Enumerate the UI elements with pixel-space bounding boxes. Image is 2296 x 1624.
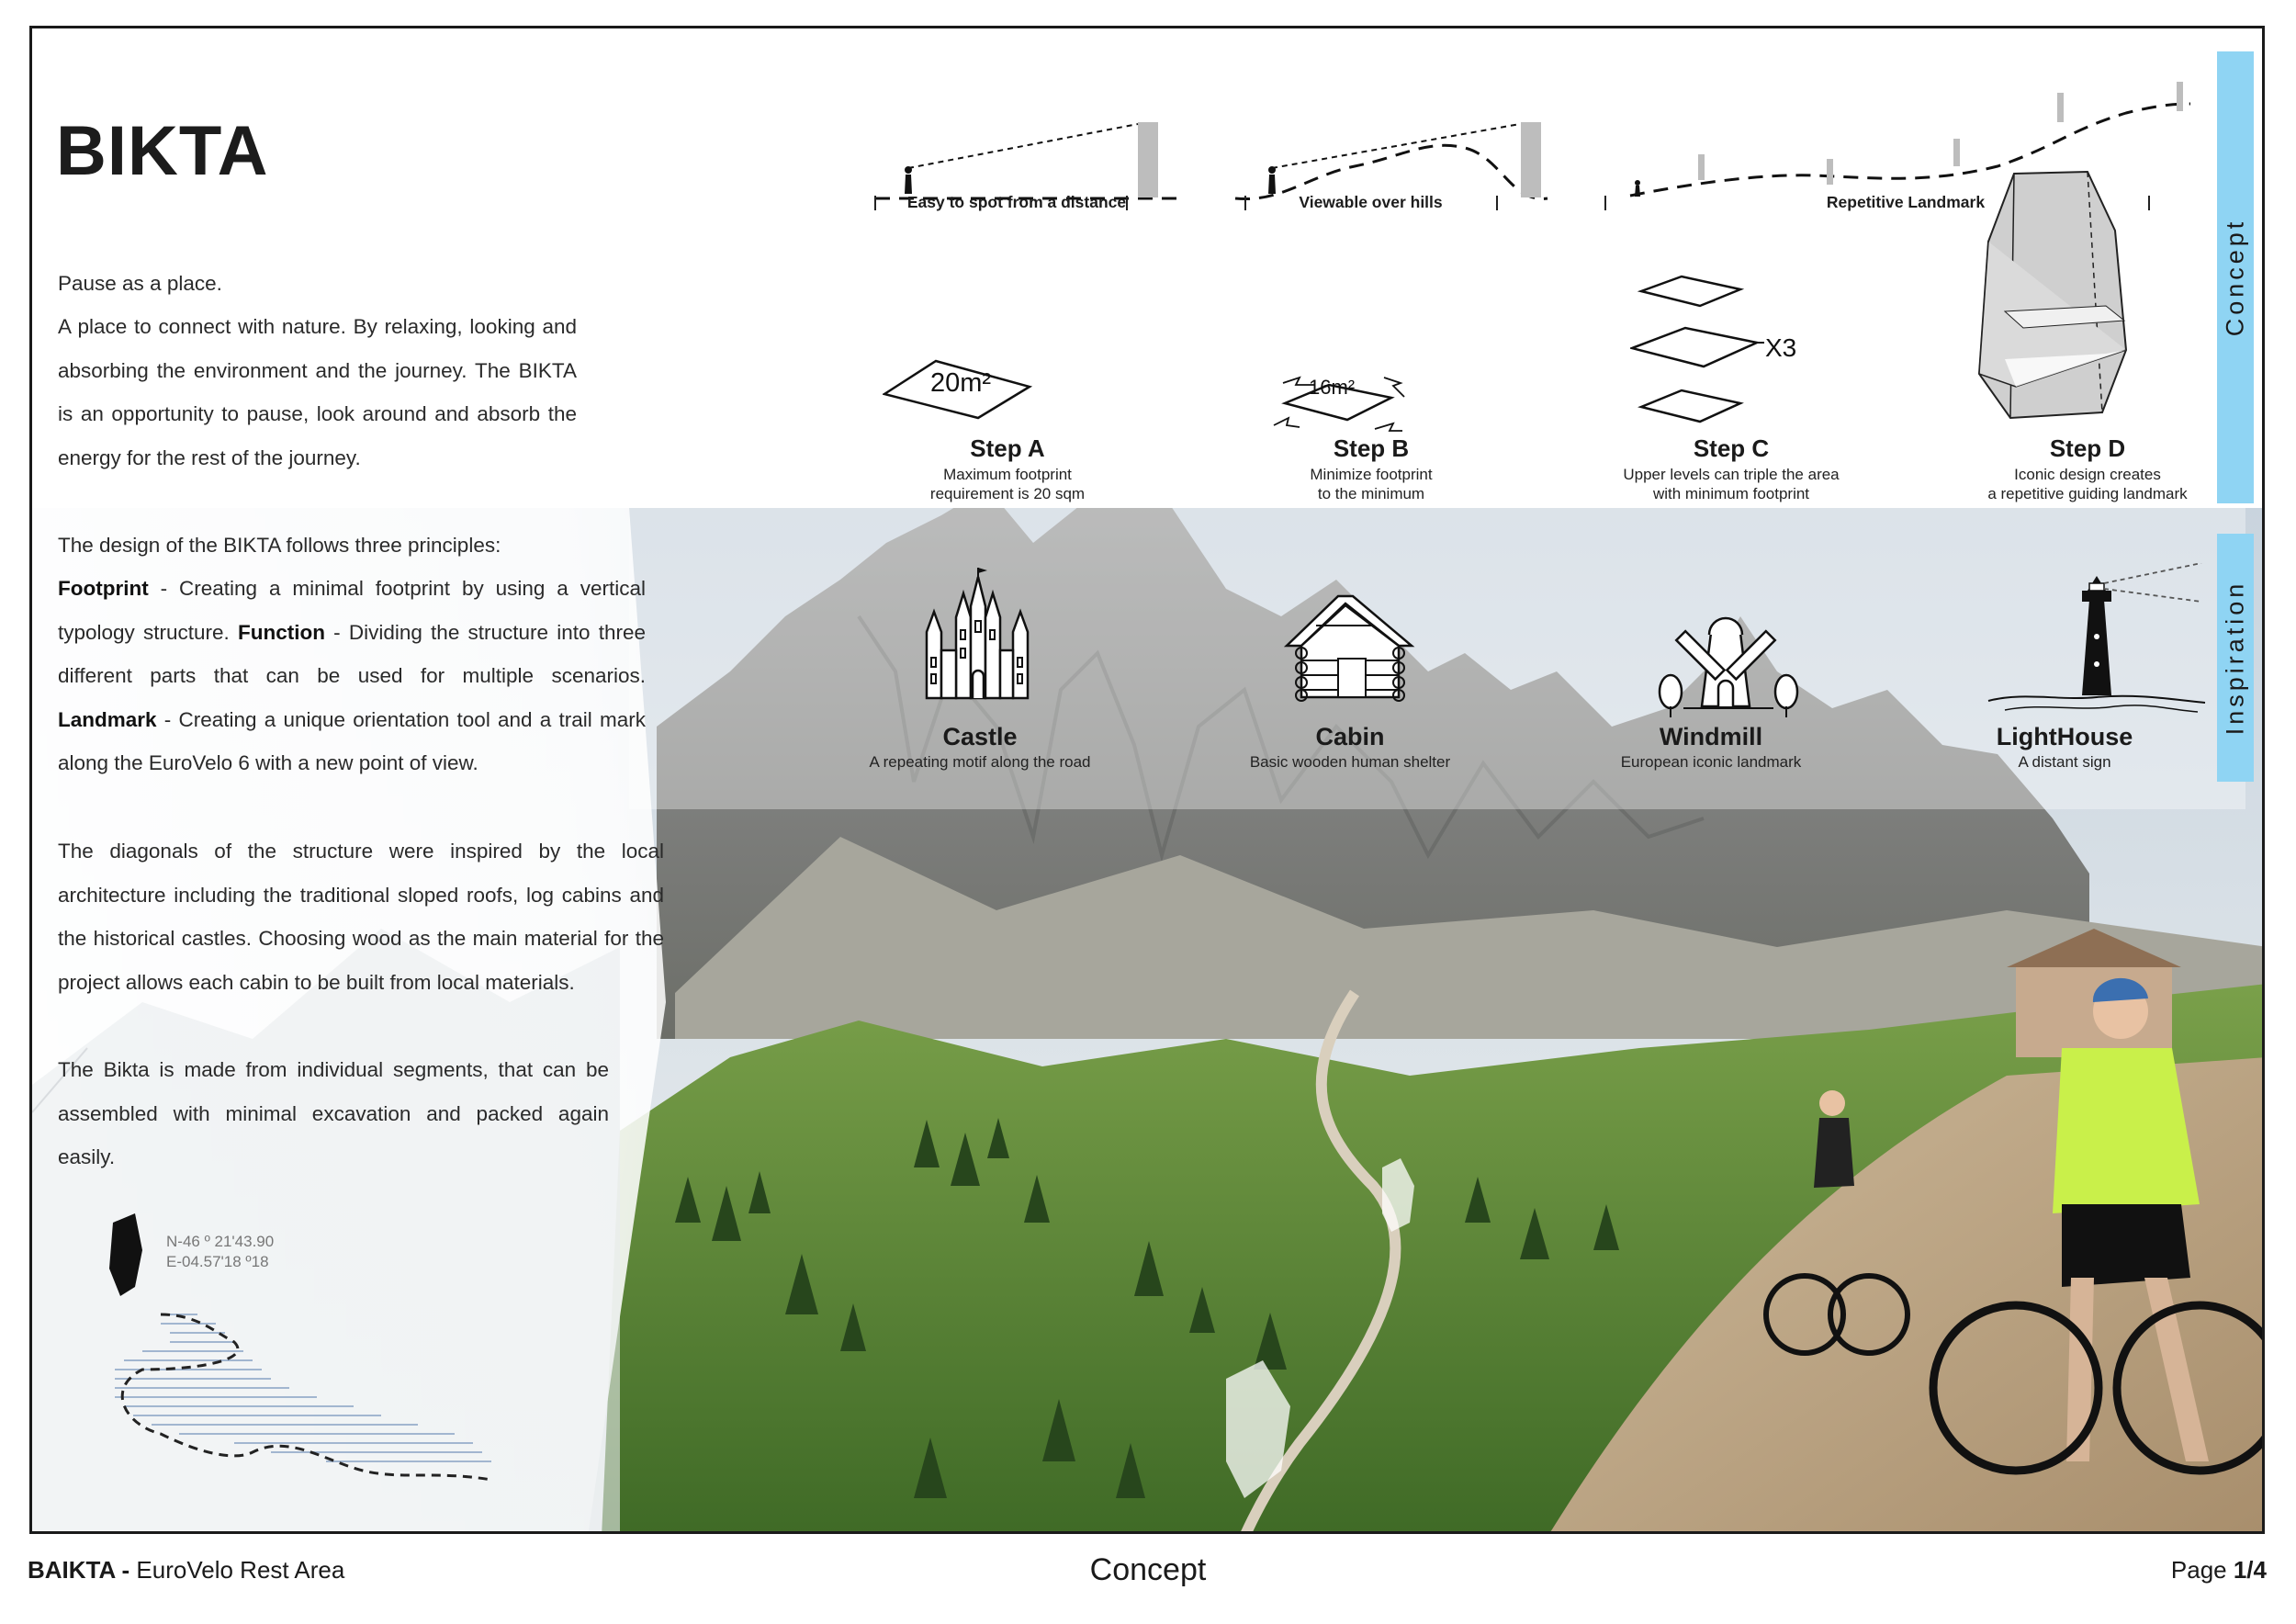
step-d-desc-line2: a repetitive guiding landmark [1987,485,2188,502]
tab-concept-label: Concept [2221,218,2249,337]
step-a-desc-line2: requirement is 20 sqm [929,485,1086,502]
strip-tick [1496,196,1498,210]
lighthouse-icon [1986,563,2207,719]
step-d-diagram [1968,166,2143,442]
step-a-desc [824,465,1191,503]
tab-concept[interactable] [2217,51,2254,503]
strip-label-distance: Easy to spot from a distance [906,193,1127,211]
coord-north: N-46 º 21'43.90 [166,1233,275,1250]
step-c-desc [1548,465,1915,503]
principles-lead: The design of the BIKTA follows three principles: [58,534,501,557]
segments-paragraph: The Bikta is made from individual segments, that can be assembled with minimal excavation and packed again easily. [58,1058,609,1168]
inspiration-windmill-title: Windmill [1659,723,1763,750]
footprint-text: - Creating a minimal footprint by using a vertical typology structure. [58,577,646,644]
step-b-desc-line2: to the minimum [1317,485,1425,502]
step-a-desc-line1: Maximum footprint [943,466,1072,483]
tab-inspiration-label: Inspiration [2221,580,2249,736]
footer-page-num: 1/4 [2233,1556,2267,1584]
inspiration-castle-desc: A repeating motif along the road [869,753,1091,771]
footer-page-label: Page [2170,1556,2234,1584]
step-d-desc-line1: Iconic design creates [2014,466,2161,483]
intro-paragraph: A place to connect with nature. By relaxing, looking and absorbing the environment and the journey. The BIKTA is an opportunity to pause, look around and absorb the energy for the rest of the journey. [58,315,577,469]
diagonals-paragraph: The diagonals of the structure were inspired by the local architecture including the traditional sloped roofs, log cabins and the historical castles. Choosing wood as the main material for the project allows each cabin to be built from local materials. [58,840,664,994]
footer-project-rest: EuroVelo Rest Area [129,1556,345,1584]
step-d-title: Step D [2049,434,2126,462]
step-b-desc-line1: Minimize footprint [1310,466,1433,483]
inspiration-lighthouse-title: LightHouse [1996,723,2133,750]
cabin-icon [1281,589,1419,704]
principles-paragraph [58,567,646,785]
step-b-title: Step B [1333,434,1410,462]
strip-tick [2148,196,2150,210]
inspiration-windmill-desc: European iconic landmark [1620,753,1802,771]
coord-east: E-04.57'18 º18 [166,1253,269,1270]
coordinates [166,1232,274,1272]
step-d-desc [1904,465,2265,503]
strip-tick [1126,196,1128,210]
landmark-label: Landmark [58,707,157,731]
inspiration-castle-title: Castle [942,723,1018,750]
function-label: Function [237,620,325,644]
castle-icon [921,566,1035,704]
function-text: - Dividing the structure into three different parts that can be used for multiple scenarios. [58,620,646,687]
tab-inspiration[interactable] [2217,534,2254,782]
poster-sheet [29,26,2265,1534]
landmark-text: - Creating a unique orientation tool and a trail mark along the EuroVelo 6 with a new point of view. [58,707,646,774]
footprint-label: Footprint [58,577,149,600]
windmill-icon [1656,596,1803,725]
inspiration-cabin-title: Cabin [1315,723,1385,750]
inspiration-cabin-desc: Basic wooden human shelter [1249,753,1451,771]
strip-tick [1604,196,1606,210]
strip-tick [874,196,876,210]
step-b-badge: 16m² [1309,376,1356,399]
footer-section: Concept [1089,1552,1207,1587]
strip-tick [1244,196,1246,210]
page-title: BIKTA [56,112,269,190]
footer-project-bold: BAIKTA - [28,1556,130,1584]
step-c-desc-line1: Upper levels can triple the area [1623,466,1840,483]
step-a-badge: 20m² [930,368,992,398]
footer-page [2171,1556,2267,1585]
strip-label-repetitive: Repetitive Landmark [1826,193,1986,211]
strip-label-hills: Viewable over hills [1299,193,1443,211]
step-c-badge: X3 [1765,333,1797,362]
step-c-desc-line2: with minimum footprint [1652,485,1810,502]
step-c-title: Step C [1693,434,1770,462]
intro-line: Pause as a place. [58,272,222,295]
trail-map [87,1186,528,1517]
step-a-title: Step A [970,434,1045,462]
step-b-desc [1187,465,1555,503]
inspiration-lighthouse-desc: A distant sign [2018,753,2111,771]
